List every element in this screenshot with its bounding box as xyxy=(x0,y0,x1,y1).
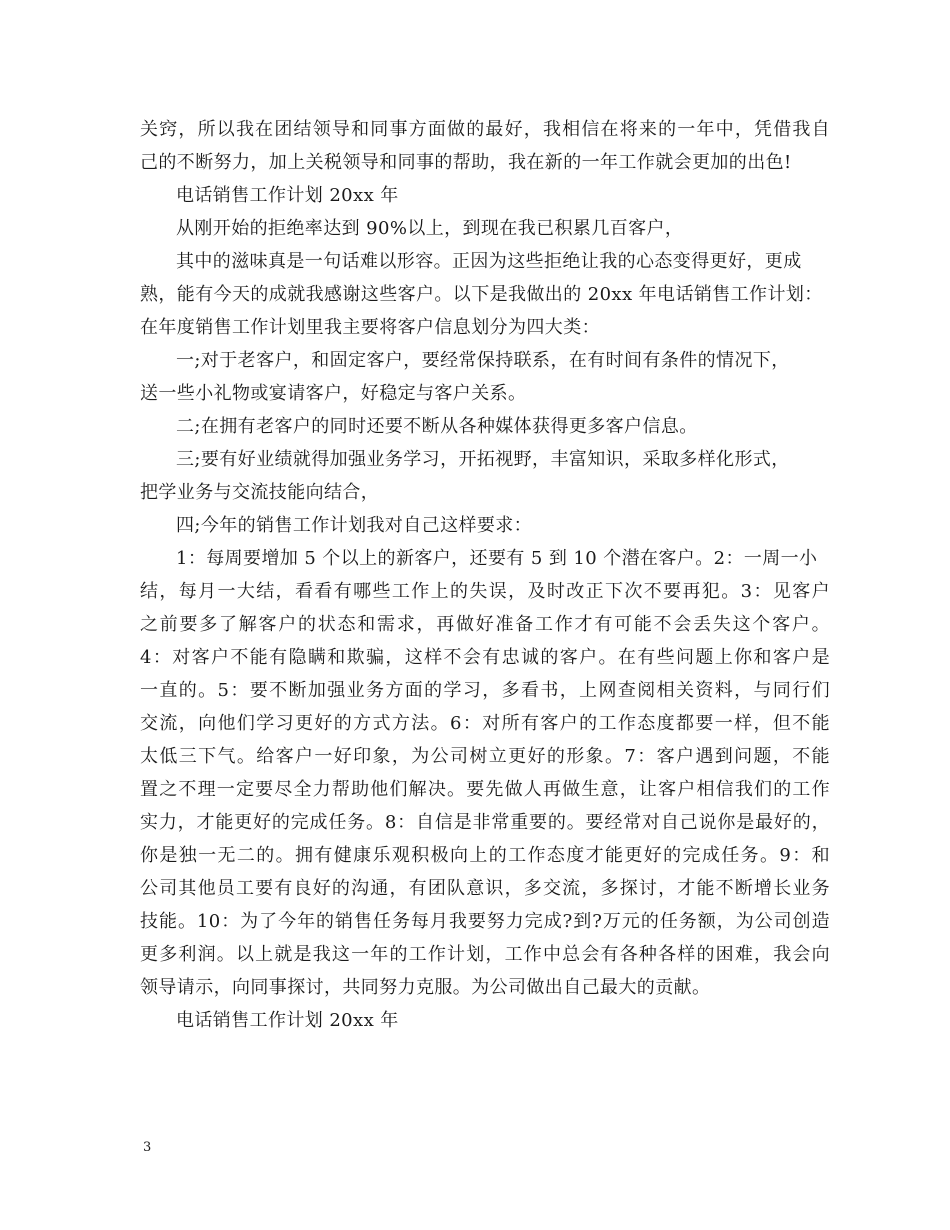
text-line: 技能。10：为了今年的销售任务每月我要努力完成?到?万元的任务额，为公司创造 xyxy=(140,911,830,932)
text-line: 熟，能有今天的成就我感谢这些客户。以下是我做出的 20xx 年电话销售工作计划： xyxy=(140,284,823,305)
section-heading: 电话销售工作计划 20xx 年 xyxy=(176,1010,399,1031)
text-line: 4：对客户不能有隐瞒和欺骗，这样不会有忠诚的客户。在有些问题上你和客户是 xyxy=(140,647,830,668)
text-line: 三;要有好业绩就得加强业务学习，开拓视野，丰富知识，采取多样化形式， xyxy=(176,449,790,470)
text-line: 实力，才能更好的完成任务。8：自信是非常重要的。要经常对自己说你是最好的， xyxy=(140,812,830,833)
text-line: 太低三下气。给客户一好印象，为公司树立更好的形象。7：客户遇到问题，不能 xyxy=(140,746,830,767)
text-line: 送一些小礼物或宴请客户，好稳定与客户关系。 xyxy=(140,383,527,404)
text-line: 之前要多了解客户的状态和需求，再做好准备工作才有可能不会丢失这个客户。 xyxy=(140,614,830,635)
text-line: 领导请示，向同事探讨，共同努力克服。为公司做出自己最大的贡献。 xyxy=(140,977,711,998)
text-line: 从刚开始的拒绝率达到 90%以上，到现在我已积累几百客户， xyxy=(176,218,684,239)
document-body xyxy=(140,113,830,1037)
text-line: 一;对于老客户，和固定客户，要经常保持联系，在有时间有条件的情况下， xyxy=(176,350,790,371)
text-line: 二;在拥有老客户的同时还要不断从各种媒体获得更多客户信息。 xyxy=(176,416,698,437)
text-line: 1：每周要增加 5 个以上的新客户，还要有 5 到 10 个潜在客户。2：一周一小 xyxy=(176,548,818,569)
text-line: 关窍，所以我在团结领导和同事方面做的最好，我相信在将来的一年中，凭借我自 xyxy=(140,119,830,140)
text-line: 四;今年的销售工作计划我对自己这样要求： xyxy=(176,515,533,536)
text-line: 在年度销售工作计划里我主要将客户信息划分为四大类： xyxy=(140,317,600,338)
text-line: 置之不理一定要尽全力帮助他们解决。要先做人再做生意，让客户相信我们的工作 xyxy=(140,779,830,800)
text-line: 你是独一无二的。拥有健康乐观积极向上的工作态度才能更好的完成任务。9：和 xyxy=(140,845,830,866)
text-line: 交流，向他们学习更好的方式方法。6：对所有客户的工作态度都要一样，但不能 xyxy=(140,713,830,734)
text-line: 结，每月一大结，看看有哪些工作上的失误，及时改正下次不要再犯。3：见客户 xyxy=(140,581,830,602)
text-line: 把学业务与交流技能向结合， xyxy=(140,482,380,503)
page-number: 3 xyxy=(143,1140,152,1155)
text-line: 公司其他员工要有良好的沟通，有团队意识，多交流，多探讨，才能不断增长业务 xyxy=(140,878,830,899)
text-line: 更多利润。以上就是我这一年的工作计划，工作中总会有各种各样的困难，我会向 xyxy=(140,944,830,965)
text-line: 己的不断努力，加上关税领导和同事的帮助，我在新的一年工作就会更加的出色! xyxy=(140,152,792,173)
section-heading: 电话销售工作计划 20xx 年 xyxy=(176,185,399,206)
text-line: 其中的滋味真是一句话难以形容。正因为这些拒绝让我的心态变得更好，更成 xyxy=(176,251,802,272)
text-line: 一直的。5：要不断加强业务方面的学习，多看书，上网查阅相关资料，与同行们 xyxy=(140,680,830,701)
